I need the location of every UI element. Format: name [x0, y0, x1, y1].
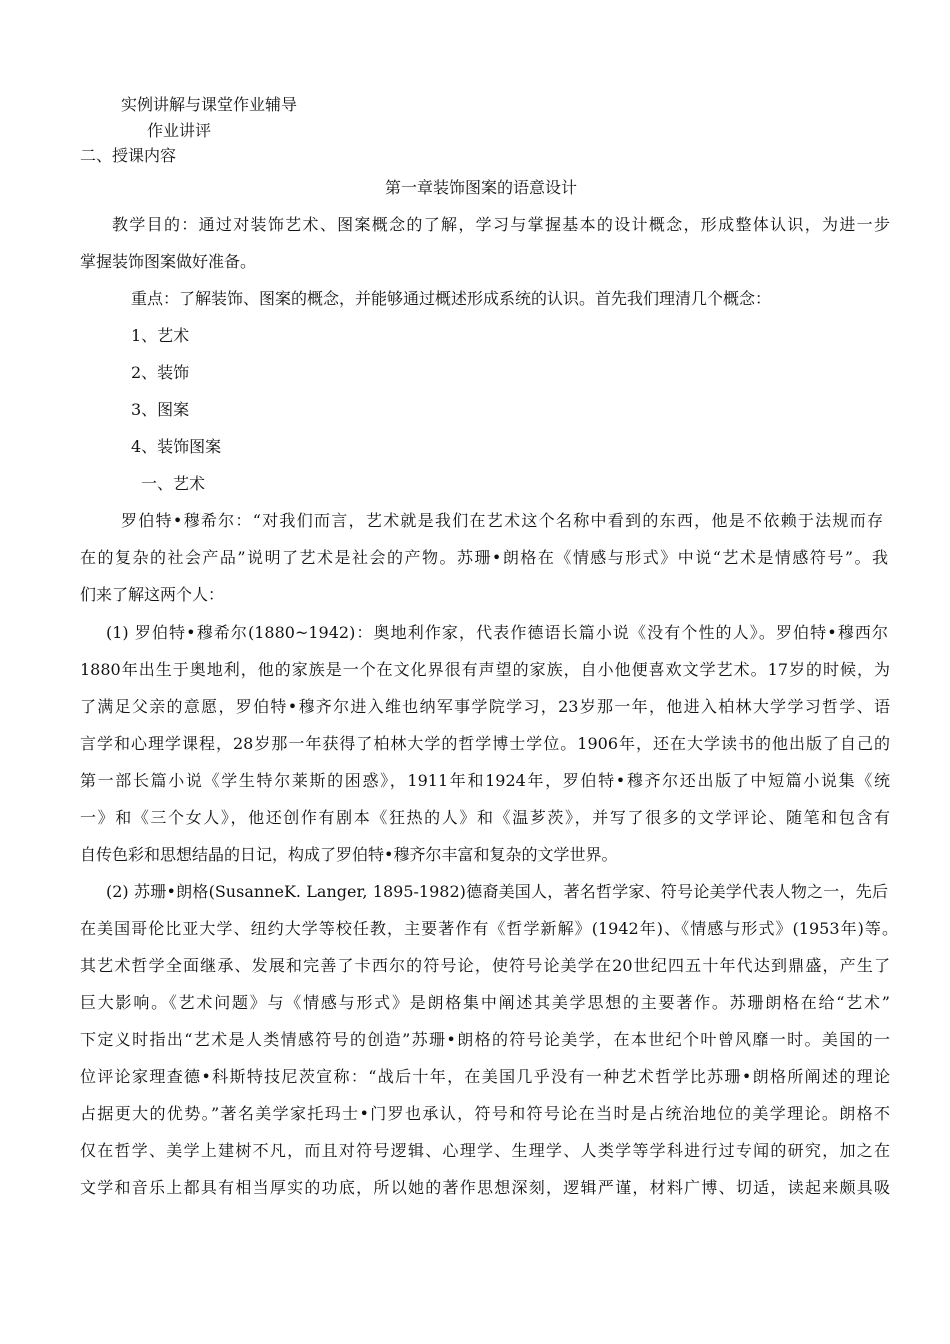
concept-item: 1、艺术: [131, 326, 190, 345]
intro-line: 在的复杂的社会产品”说明了艺术是社会的产物。苏珊•朗格在《情感与形式》中说“艺术是情感符号”。我: [80, 548, 888, 567]
para1-line: 一》和《三个女人》，他还创作有剧本《狂热的人》和《温芗茨》，并写了很多的文学评论、随笔和包含有: [80, 808, 890, 827]
subheading-art: 一、艺术: [141, 474, 206, 493]
para2-line: 下定义时指出“艺术是人类情感符号的创造”苏珊•朗格的符号论美学，在本世纪个叶曾风靡一时。美国的一: [80, 1030, 890, 1049]
intro-line: 们来了解这两个人：: [80, 585, 225, 604]
para2-line: 巨大影响。《艺术问题》与《情感与形式》是朗格集中阐述其美学思想的主要著作。苏珊朗格在给“艺术”: [80, 993, 890, 1012]
para2-line: 占据更大的优势。”著名美学家托玛士•门罗也承认，符号和符号论在当时是占统治地位的美学理论。朗格不: [80, 1104, 890, 1123]
section-heading: 二、授课内容: [80, 146, 177, 165]
para1-line: 自传色彩和思想结晶的日记，构成了罗伯特•穆齐尔丰富和复杂的文学世界。: [80, 845, 618, 864]
header-line-2: 作业讲评: [147, 121, 212, 140]
para2-line: 文学和音乐上都具有相当厚实的功底，所以她的著作思想深刻，逻辑严谨，材料广博、切适，读起来颇具吸: [80, 1178, 890, 1197]
chapter-title: 第一章装饰图案的语意设计: [385, 178, 578, 197]
para2-line: 其艺术哲学全面继承、发展和完善了卡西尔的符号论，使符号论美学在20世纪四五十年代达到鼎盛，产生了: [80, 956, 890, 975]
para2-line: 位评论家理查德•科斯特技尼茨宣称：“战后十年，在美国几乎没有一种艺术哲学比苏珊•朗格所阐述的理论: [80, 1067, 890, 1086]
para2-line: (2) 苏珊•朗格(SusanneK. Langer, 1895-1982)德裔美国人，著名哲学家、符号论美学代表人物之一，先后: [106, 882, 888, 901]
para1-line: 言学和心理学课程，28岁那一年获得了柏林大学的哲学博士学位。1906年，还在大学读书的他出版了自己的: [80, 734, 890, 753]
para2-line: 在美国哥伦比亚大学、纽约大学等校任教，主要著作有《哲学新解》(1942年)、《情感与形式》(1953年)等。: [80, 919, 898, 938]
concept-item: 2、装饰: [131, 363, 190, 382]
para1-line: 1880年出生于奥地利，他的家族是一个在文化界很有声望的家族，自小他便喜欢文学艺术。17岁的时候，为: [80, 660, 890, 679]
goal-line-1: 教学目的：通过对装饰艺术、图案概念的了解，学习与掌握基本的设计概念，形成整体认识，为进一步: [112, 215, 890, 234]
concept-item: 4、装饰图案: [131, 437, 222, 456]
para2-line: 仅在哲学、美学上建树不凡，而且对符号逻辑、心理学、生理学、人类学等学科进行过专闻的研究，加之在: [80, 1141, 890, 1160]
header-line-1: 实例讲解与课堂作业辅导: [121, 95, 298, 114]
para1-line: (1) 罗伯特•穆希尔(1880~1942)：奥地利作家，代表作德语长篇小说《没有个性的人》。罗伯特•穆西尔: [106, 623, 888, 642]
para1-line: 了满足父亲的意愿，罗伯特•穆齐尔进入维也纳军事学院学习，23岁那一年，他进入柏林大学学习哲学、语: [80, 697, 890, 716]
goal-line-2: 掌握装饰图案做好准备。: [80, 252, 257, 271]
para1-line: 第一部长篇小说《学生特尔莱斯的困惑》，1911年和1924年，罗伯特•穆齐尔还出版了中短篇小说集《统: [80, 771, 890, 790]
concept-item: 3、图案: [131, 400, 190, 419]
key-point: 重点：了解装饰、图案的概念，并能够通过概述形成系统的认识。首先我们理清几个概念：: [131, 289, 772, 308]
intro-line: 罗伯特•穆希尔：“对我们而言，艺术就是我们在艺术这个名称中看到的东西，他是不依赖于法规而存: [121, 511, 883, 530]
